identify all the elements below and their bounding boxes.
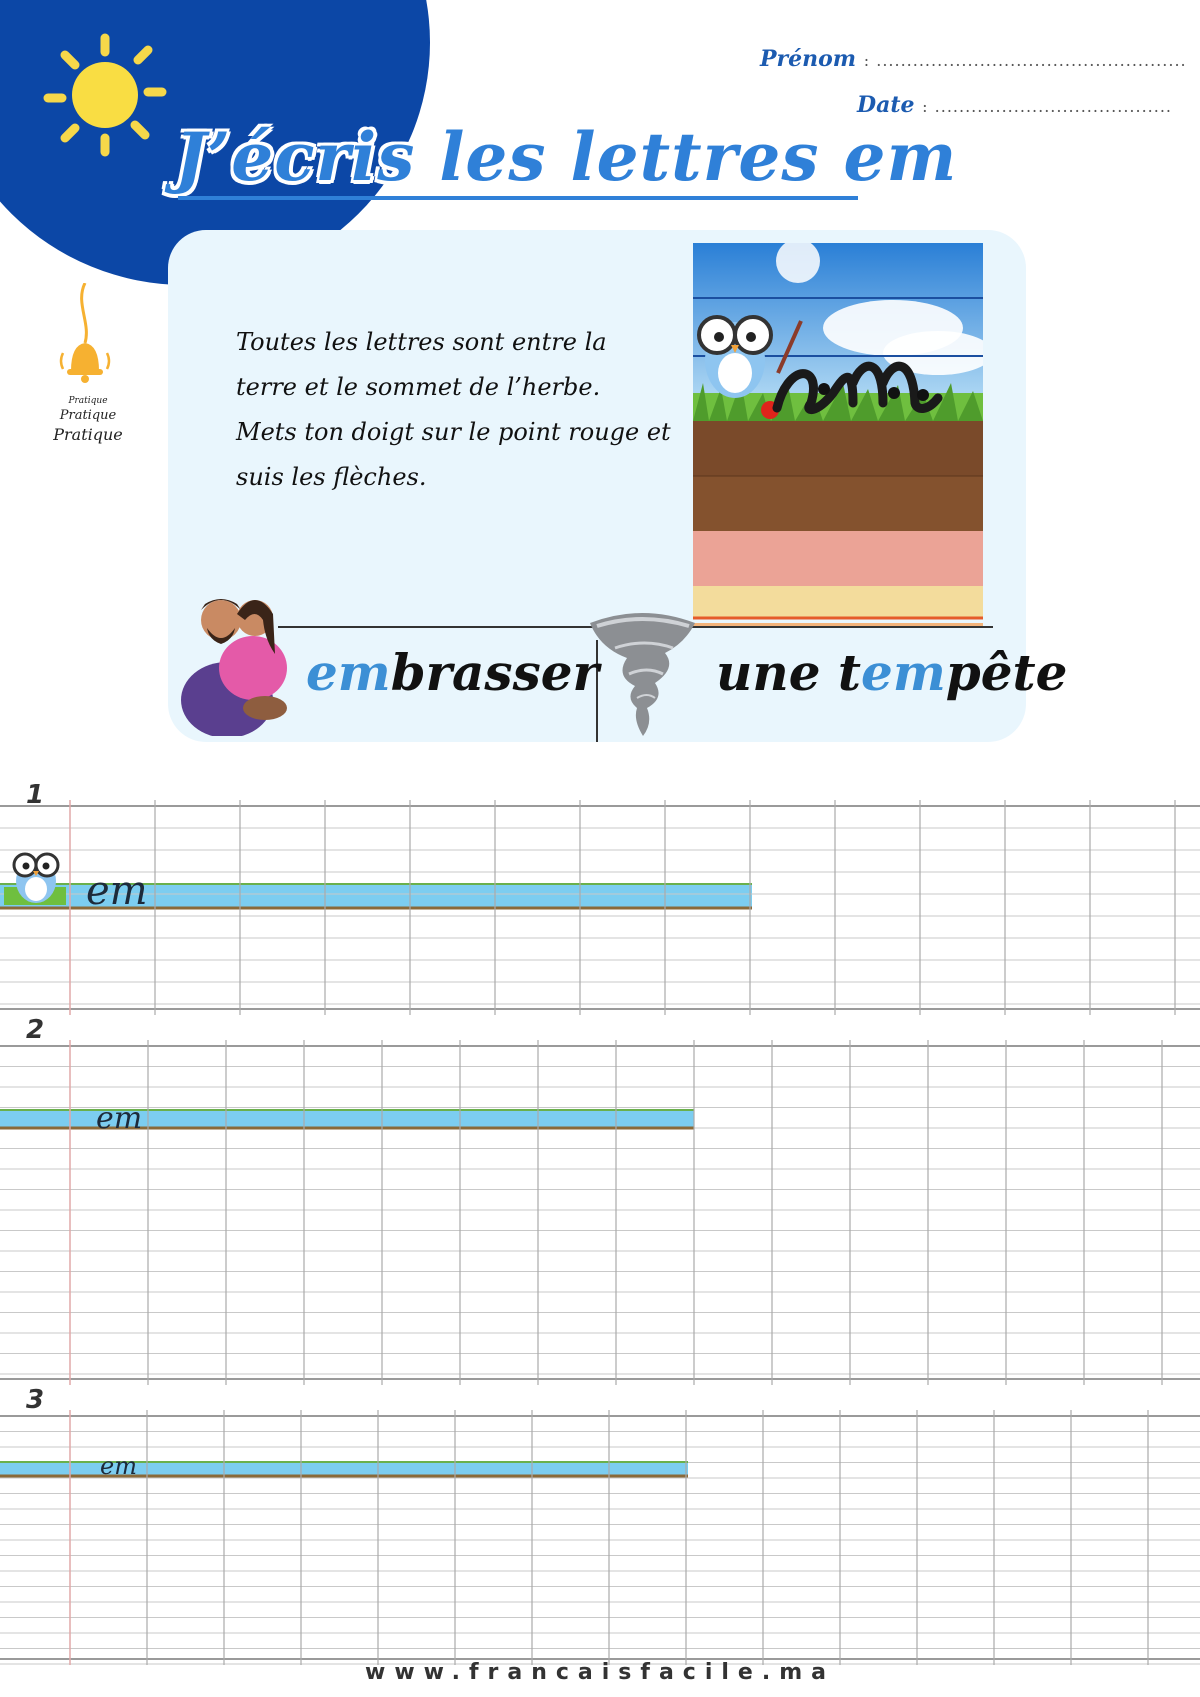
instruction-line: terre et le sommet de l’herbe. bbox=[236, 373, 601, 401]
date-label: Date bbox=[857, 92, 915, 118]
example-word-left bbox=[306, 643, 599, 702]
footer-website: www.francaisfacile.ma bbox=[365, 1660, 835, 1685]
model-letters-row-3: em bbox=[100, 1452, 137, 1480]
date-dots: : ....................................... bbox=[922, 97, 1172, 116]
prenom-label: Prénom bbox=[760, 46, 857, 72]
couple-hug-illustration bbox=[175, 590, 295, 736]
example-right-prefix: une t bbox=[716, 643, 862, 702]
writing-grid-3[interactable] bbox=[0, 1410, 1200, 1665]
title-underline bbox=[178, 196, 858, 200]
row-number-1: 1 bbox=[26, 780, 45, 810]
owl-icon bbox=[4, 845, 66, 905]
page-title: J’écris les lettres em bbox=[175, 118, 958, 196]
example-right-highlight: em bbox=[861, 643, 946, 702]
instruction-line: Toutes les lettres sont entre la bbox=[236, 328, 607, 356]
example-word-right bbox=[716, 643, 1067, 702]
date-field[interactable] bbox=[857, 92, 1172, 118]
prenom-field[interactable] bbox=[760, 46, 1187, 72]
bell-label-medium: Pratique bbox=[59, 408, 117, 423]
model-letters-row-2: em bbox=[96, 1101, 143, 1136]
writing-grid-1[interactable] bbox=[0, 800, 1200, 1015]
instruction-line: Mets ton doigt sur le point rouge et bbox=[236, 418, 671, 446]
example-left-rest: brasser bbox=[390, 643, 599, 702]
bell-label-small: Pratique bbox=[68, 396, 108, 406]
model-letters-row-1: em bbox=[86, 868, 148, 914]
instructions bbox=[236, 320, 696, 500]
example-left-highlight: em bbox=[306, 643, 391, 702]
tornado-illustration bbox=[585, 608, 700, 738]
bell-label-large: Pratique bbox=[53, 425, 123, 444]
example-right-suffix: pête bbox=[945, 643, 1068, 702]
row-number-3: 3 bbox=[26, 1385, 45, 1415]
sun-icon bbox=[40, 30, 170, 160]
row-number-2: 2 bbox=[26, 1015, 45, 1045]
writing-grid-2[interactable] bbox=[0, 1040, 1200, 1385]
prenom-dots: : ................................................... bbox=[863, 51, 1187, 70]
bell-icon bbox=[55, 283, 115, 393]
writing-scene-illustration bbox=[693, 243, 983, 628]
instruction-line: suis les flèches. bbox=[236, 463, 427, 491]
